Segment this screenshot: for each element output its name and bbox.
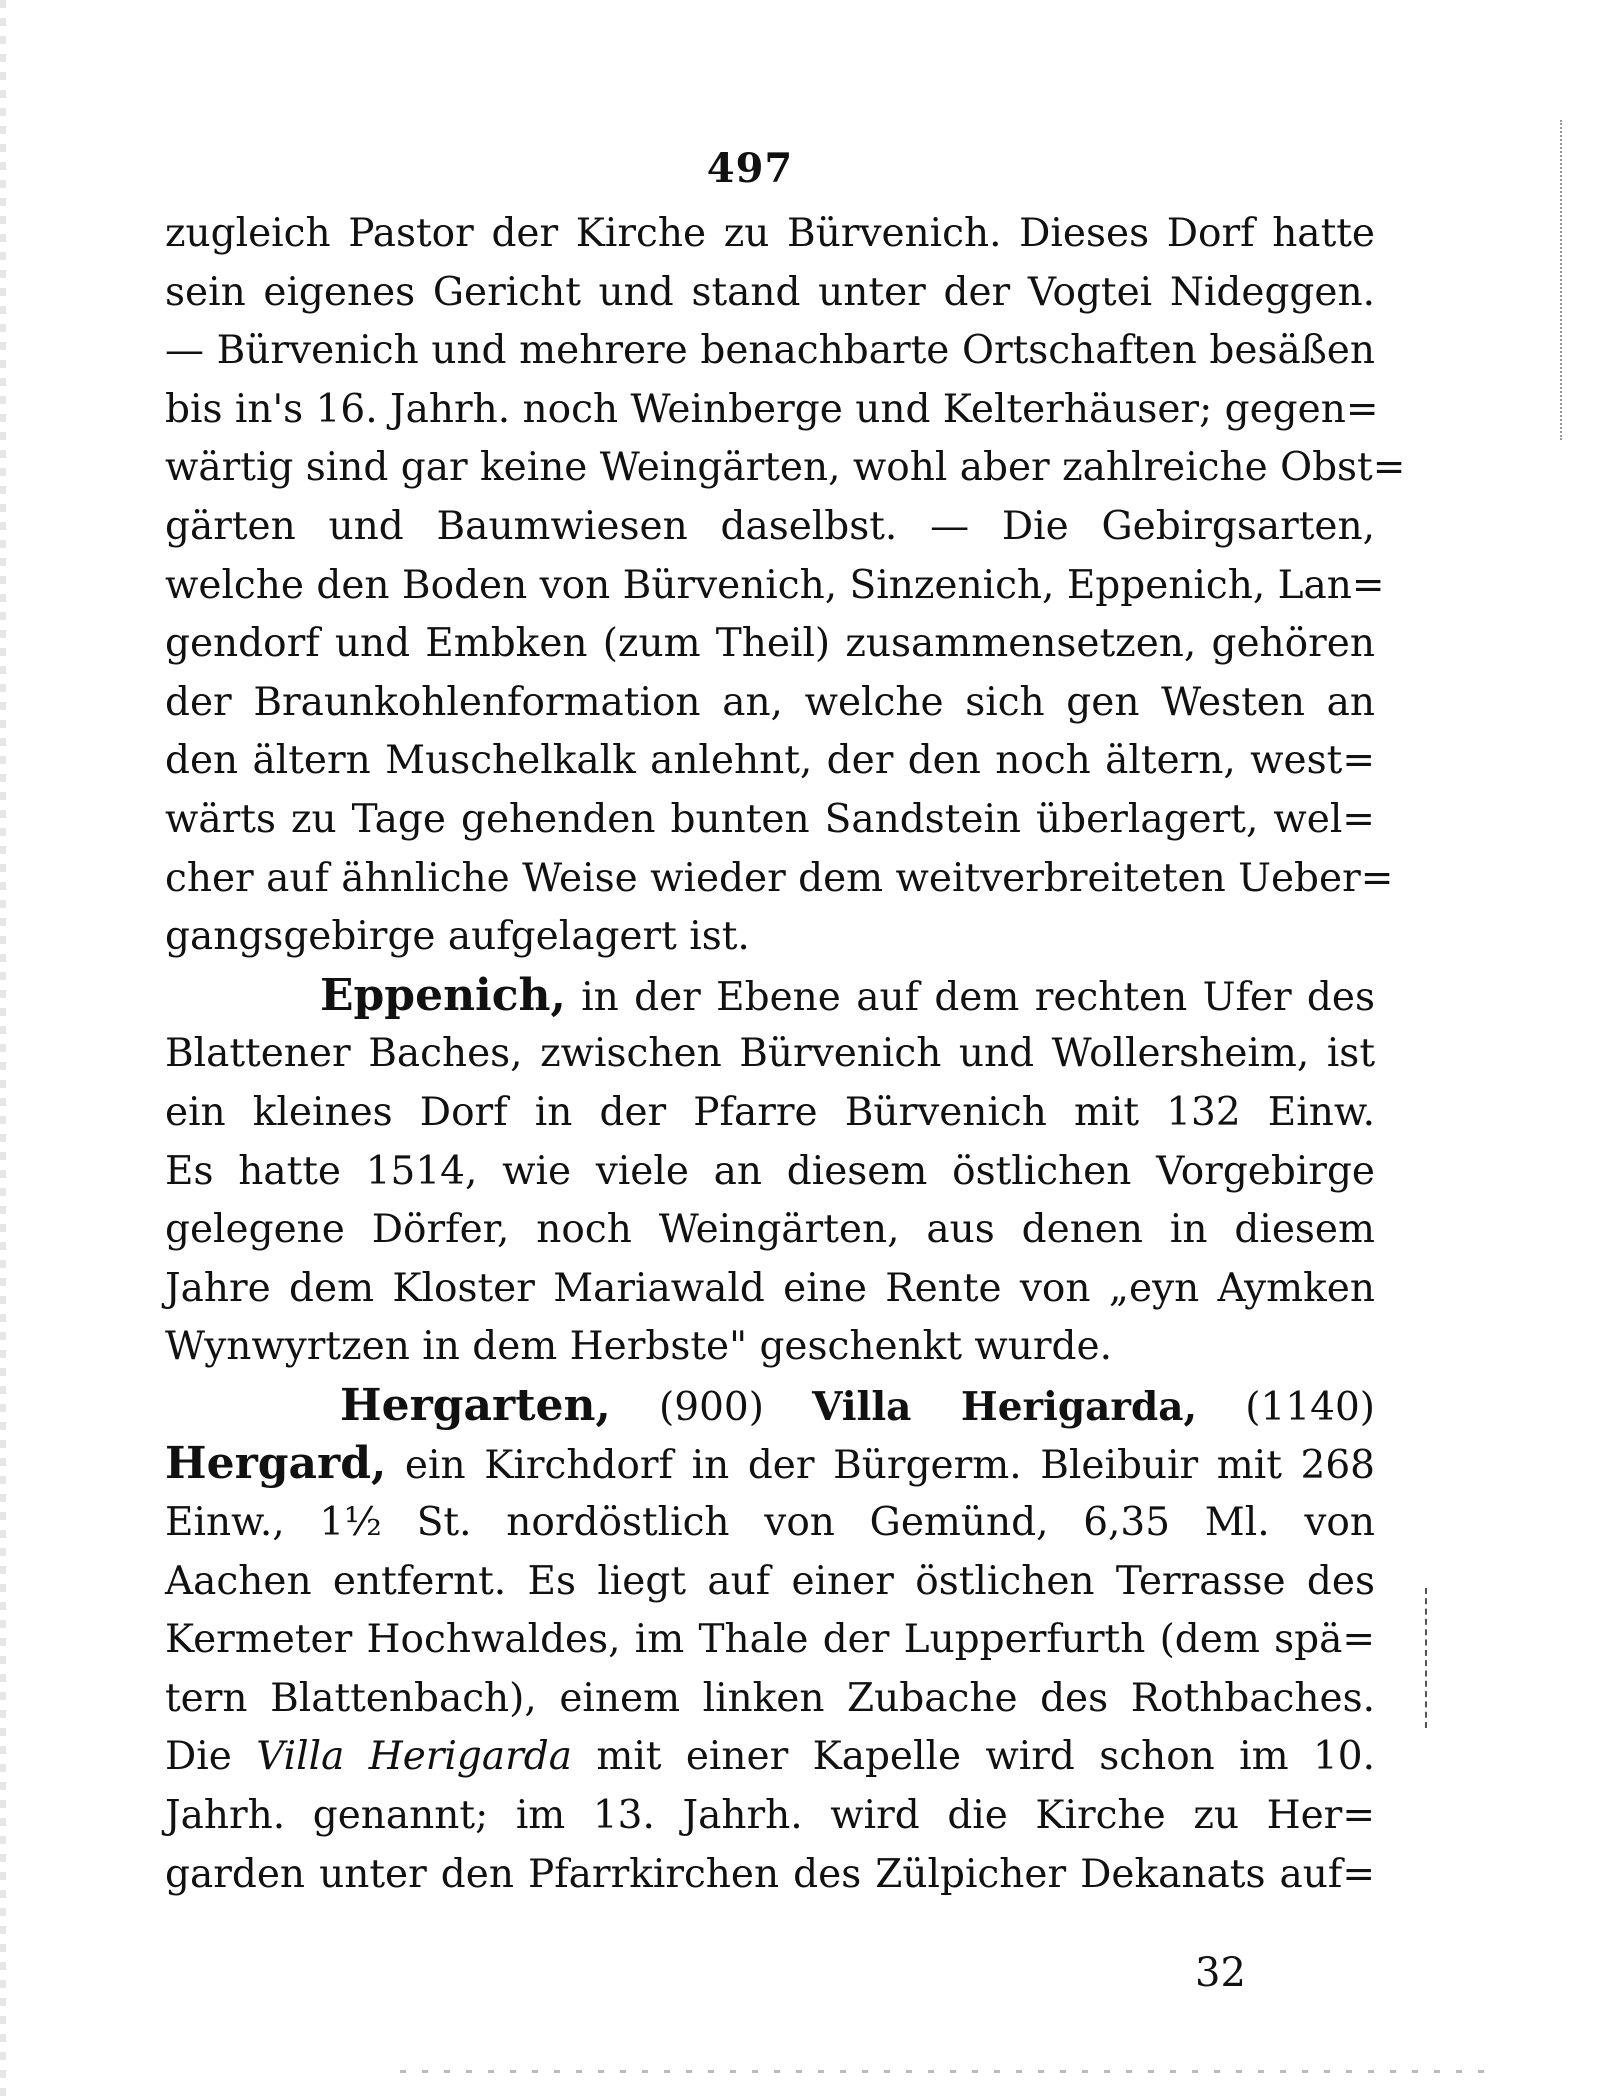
text-line: tern Blattenbach), einem linken Zubache des Rothbaches. [165, 1675, 1375, 1721]
text-line: bis in's 16. Jahrh. noch Weinberge und Kelterhäuser; gegen= [165, 386, 1379, 432]
text-line: Wynwyrtzen in dem Herbste" geschenkt wurde. [165, 1324, 1112, 1370]
body-text [165, 205, 1406, 1904]
text-line: sein eigenes Gericht und stand unter der Vogtei Nideggen. [165, 269, 1375, 315]
margin-bar-decoration [1425, 1588, 1427, 1728]
entry-hergarten-number-2: (1140) [1197, 1384, 1375, 1430]
margin-marks-decoration [1560, 120, 1592, 440]
text-line: Blattener Baches, zwischen Bürvenich und Wollersheim, ist [165, 1031, 1375, 1077]
text-line: cher auf ähnliche Weise wieder dem weitverbreiteten Ueber= [165, 855, 1394, 901]
text-line: den ältern Muschelkalk anlehnt, der den noch ältern, west= [165, 738, 1375, 784]
signature-mark: 32 [1195, 1950, 1246, 1996]
text-line: gelegene Dörfer, noch Weingärten, aus denen in diesem [165, 1207, 1375, 1253]
text-line: wärts zu Tage gehenden bunten Sandstein überlagert, wel= [165, 796, 1375, 842]
text-line: garden unter den Pfarrkirchen des Zülpicher Dekanats auf= [165, 1851, 1375, 1897]
text-line: Kermeter Hochwaldes, im Thale der Lupperfurth (dem spä= [165, 1617, 1375, 1663]
villa-line [165, 1728, 1375, 1787]
text-line: der Braunkohlenformation an, welche sich gen Westen an [165, 679, 1375, 725]
text-line: Aachen entfernt. Es liegt auf einer östlichen Terrasse des [165, 1558, 1375, 1604]
text-line: Jahrh. genannt; im 13. Jahrh. wird die Kirche zu Her= [165, 1793, 1375, 1839]
scan-noise-decoration [400, 2070, 1500, 2073]
text-line: wärtig sind gar keine Weingärten, wohl aber zahlreiche Obst= [165, 445, 1406, 491]
entry-hergard-rest: ein Kirchdorf in der Bürgerm. Bleibuir mit 268 [386, 1443, 1375, 1489]
text-line: gärten und Baumwiesen daselbst. — Die Gebirgsarten, [165, 503, 1375, 549]
entry-heading-hergard: Hergard, [165, 1438, 387, 1490]
text-line: zugleich Pastor der Kirche zu Bürvenich. Dieses Dorf hatte [165, 211, 1375, 256]
text-line: ein kleines Dorf in der Pfarre Bürvenich mit 132 Einw. [165, 1089, 1375, 1135]
entry-hergarten-number-1: (900) [610, 1384, 813, 1430]
villa-line-post: mit einer Kapelle wird schon im 10. [571, 1734, 1375, 1780]
entry-eppenich-first-rest: in der Ebene auf dem rechten Ufer des [565, 974, 1375, 1020]
entry-hergarten-first-line [165, 1377, 1375, 1436]
text-line: gendorf und Embken (zum Theil) zusammensetzen, gehören [165, 621, 1375, 667]
page-number: 497 [706, 145, 794, 192]
text-line: Einw., 1½ St. nordöstlich von Gemünd, 6,35 Ml. von [165, 1500, 1375, 1546]
text-line: Es hatte 1514, wie viele an diesem östlichen Vorgebirge [165, 1148, 1375, 1194]
entry-hergard-line [165, 1435, 1375, 1494]
villa-line-pre: Die [165, 1734, 257, 1780]
scan-edge-decoration [0, 0, 6, 2100]
entry-villa-name: Villa Herigarda, [812, 1383, 1198, 1430]
text-line: welche den Boden von Bürvenich, Sinzenich, Eppenich, Lan= [165, 562, 1385, 608]
text-line: gangsgebirge aufgelagert ist. [165, 914, 750, 960]
entry-heading-hergarten: Hergarten, [340, 1379, 611, 1431]
entry-eppenich-first-line [165, 967, 1375, 1026]
text-line: — Bürvenich und mehrere benachbarte Ortschaften besäßen [165, 328, 1375, 374]
villa-italic: Villa Herigarda [256, 1734, 572, 1780]
text-line: Jahre dem Kloster Mariawald eine Rente von „eyn Aymken [165, 1265, 1375, 1311]
entry-heading-eppenich: Eppenich, [320, 969, 566, 1021]
